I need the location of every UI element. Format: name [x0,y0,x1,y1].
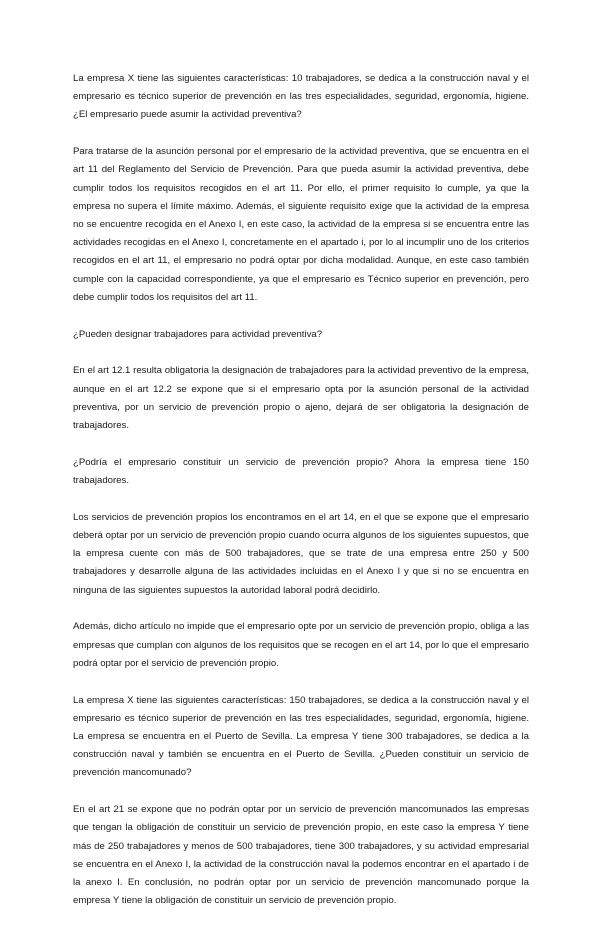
paragraph-ademas: Además, dicho artículo no impide que el empresario opte por un servicio de prevención propio, obliga a las empresas que cumplan con algunos de los requisitos que se recogen en el art 14, por lo que el empresario podrá optar por el servicio de prevención propio. [73,621,529,669]
paragraph-intro-question: La empresa X tiene las siguientes características: 10 trabajadores, se dedica a la construcción naval y el empresario es técnico superior de prevención en las tres especialidades, seguridad, ergonomía, higiene. ¿El empresario puede asumir la actividad preventiva? [73,73,529,121]
document-body [73,70,529,929]
paragraph-question-servicio-propio: ¿Podría el empresario constituir un servicio de prevención propio? Ahora la empresa tiene 150 trabajadores. [73,456,529,487]
paragraph-mancomunado-question: La empresa X tiene las siguientes características: 150 trabajadores, se dedica a la construcción naval y el empresario es técnico superior de prevención en las tres especialidades, seguridad, ergonomía, higiene. La empresa se encuentra en el Puerto de Sevilla. La empresa Y tiene 300 trabajadores, se dedica a la construcción naval y también se encuentra en el Puerto de Sevilla. ¿Pueden constituir un servicio de prevención mancomunado? [73,694,529,779]
paragraph-art-21: En el art 21 se expone que no podrán optar por un servicio de prevención mancomunados las empresas que tengan la obligación de constituir un servicio de prevención propio, en este caso la empresa Y tiene más de 250 trabajadores y menos de 500 trabajadores, tiene 300 trabajadores, y su actividad empresarial se encuentra en el Anexo I, la actividad de la construcción naval la podemos encontrar en el apartado i de la anexo I. En conclusión, no podrán optar por un servicio de prevención mancomunado porque la empresa Y tiene la obligación de constituir un servicio de prevención propio. [73,804,529,907]
paragraph-asuncion-personal: Para tratarse de la asunción personal por el empresario de la actividad preventiva, que se encuentra en el art 11 del Reglamento del Servicio de Prevención. Para que pueda asumir la actividad preventiva, debe cumplir todos los requisitos recogidos en el art 11. Por ello, el primer requisito lo cumple, ya que la empresa no supera el límite máximo. Además, el siguiente requisito exige que la actividad de la empresa no se encuentre recogida en el Anexo I, en este caso, la actividad de la empresa si se encuentra entre las actividades recogidas en el Anexo I, concretamente en el apartado i, por lo al incumplir uno de los criterios recogidos en el art 11, el empresario no podrá optar por dicha modalidad. Aunque, en este caso también cumple con la capacidad correspondiente, ya que el empresario es Técnico superior en prevención, pero debe cumplir todos los requisitos del art 11. [73,146,529,303]
paragraph-art-12: En el art 12.1 resulta obligatoria la designación de trabajadores para la actividad preventivo de la empresa, aunque en el art 12.2 se expone que si el empresario opta por la asunción personal de la actividad preventiva, por un servicio de prevención propio o ajeno, dejará de ser obligatoria la designación de trabajadores. [73,365,529,432]
paragraph-art-14: Los servicios de prevención propios los encontramos en el art 14, en el que se expone que el empresario deberá optar por un servicio de prevención propio cuando ocurra algunos de los siguientes supuestos, que la empresa cuente con más de 500 trabajadores, que se trate de una empresa entre 250 y 500 trabajadores y desarrolle alguna de las actividades incluidas en el Anexo I y que si no se encuentra en ninguna de las siguientes supuestos la autoridad laboral podrá decidirlo. [73,511,529,596]
paragraph-question-designar: ¿Pueden designar trabajadores para actividad preventiva? [73,328,323,340]
